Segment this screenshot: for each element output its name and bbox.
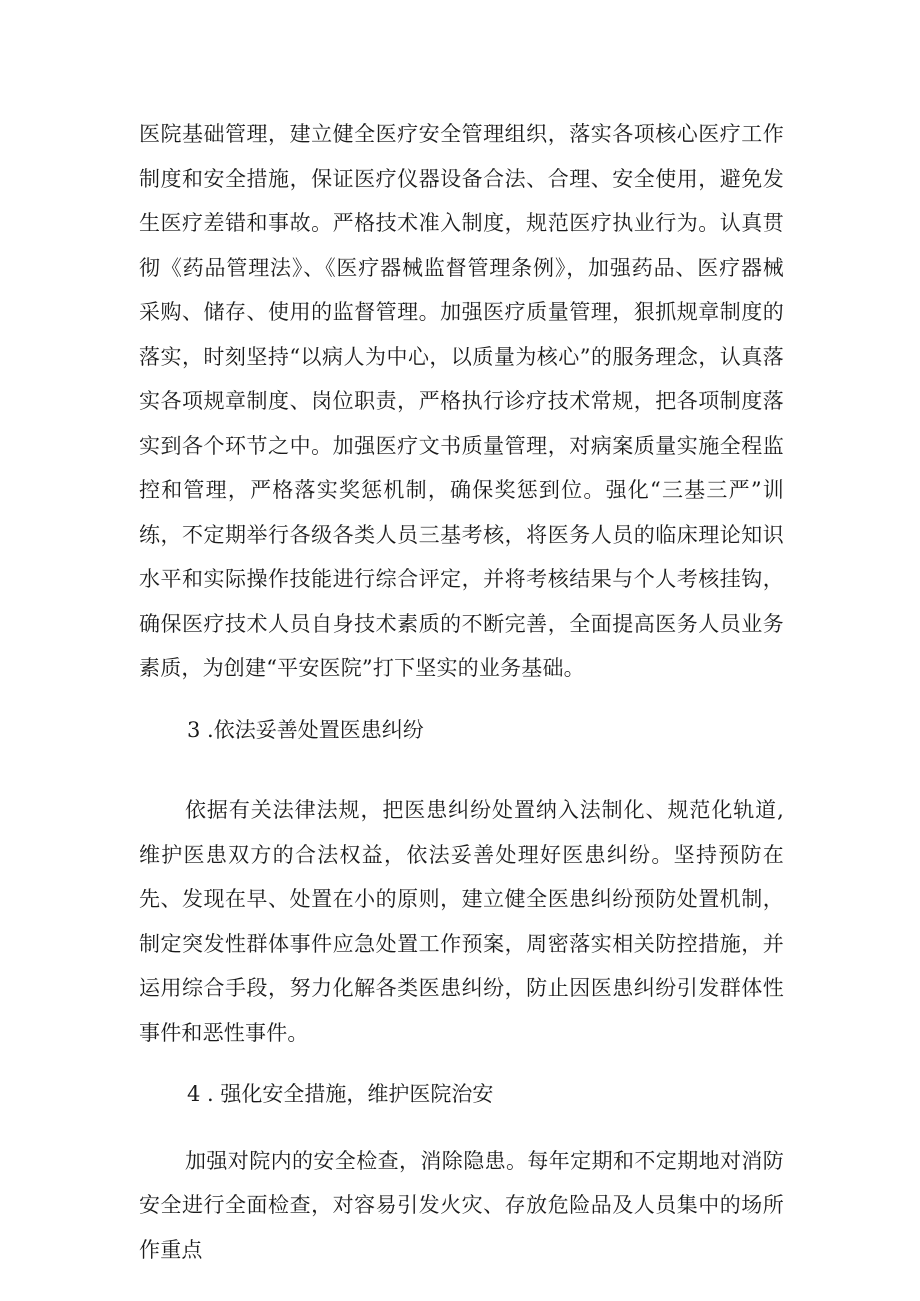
body-paragraph: 医院基础管理，建立健全医疗安全管理组织，落实各项核心医疗工作制度和安全措施，保证医疗仪器设备合法、合理、安全使用，避免发生医疗差错和事故。严格技术准入制度，规范医疗执业行为。认真贯彻《药品管理法》、《医疗器械监督管理条例》，加强药品、医疗器械采购、储存、使用的监督管理。加强医疗质量管理，狠抓规章制度的落实，时刻坚持“以病人为中心，以质量为核心”的服务理念，认真落实各项规章制度、岗位职责，严格执行诊疗技术常规，把各项制度落实到各个环节之中。加强医疗文书质量管理，对病案质量实施全程监控和管理，严格落实奖惩机制，确保奖惩到位。强化“三基三严”训练，不定期举行各级各类人员三基考核，将医务人员的临床理论知识水平和实际操作技能进行综合评定，并将考核结果与个人考核挂钩，确保医疗技术人员自身技术素质的不断完善，全面提高医务人员业务素质，为创建“平安医院”打下坚实的业务基础。 [139, 122, 784, 680]
document-page [139, 112, 784, 1272]
section-heading-4: 4 . 强化安全措施，维护医院治安 [187, 1082, 494, 1106]
body-paragraph: 依据有关法律法规，把医患纠纷处置纳入法制化、规范化轨道,维护医患双方的合法权益，依法妥善处理好医患纠纷。坚持预防在先、发现在早、处置在小的原则，建立健全医患纠纷预防处置机制，制定突发性群体事件应急处置工作预案，周密落实相关防控措施，并运用综合手段，努力化解各类医患纠纷，防止因医患纠纷引发群体性事件和恶性事件。 [139, 798, 784, 1045]
section-heading-3: 3 .依法妥善处置医患纠纷 [187, 717, 424, 742]
body-paragraph: 加强对院内的安全检查，消除隐患。每年定期和不定期地对消防安全进行全面检查，对容易引发火灾、存放危险品及人员集中的场所作重点 [139, 1148, 784, 1262]
